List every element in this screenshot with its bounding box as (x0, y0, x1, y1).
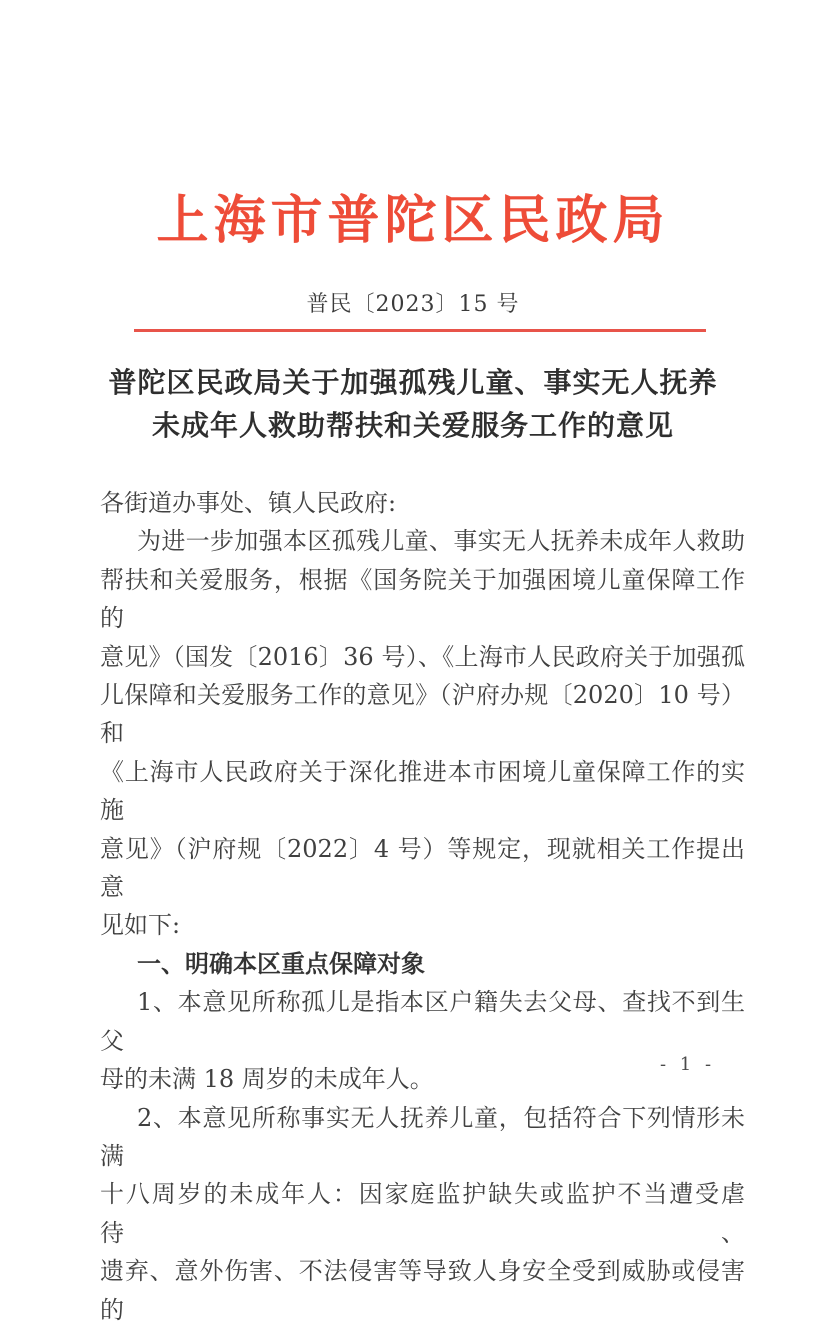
item-2-line: 2、本意见所称事实无人抚养儿童，包括符合下列情形未满 (100, 1103, 745, 1170)
paragraph-1-line: 帮扶和关爱服务，根据《国务院关于加强困境儿童保障工作的 (100, 565, 745, 633)
paragraph-1-line: 《上海市人民政府关于深化推进本市困境儿童保障工作的实施 (100, 757, 745, 825)
item-2-line: 遗弃、意外伤害、不法侵害等导致人身安全受到威胁或侵害的 (100, 1257, 745, 1324)
page-number: - 1 - (660, 1054, 716, 1075)
paragraph-1-line: 意见》（国发〔2016〕36 号）、《上海市人民政府关于加强孤 (100, 642, 745, 671)
document-title (63, 361, 763, 447)
red-divider-rule (134, 329, 706, 332)
letterhead-org-name: 上海市普陀区民政局 (156, 190, 670, 251)
section-1-heading: 一、明确本区重点保障对象 (137, 949, 425, 978)
document-title-line-2: 未成年人救助帮扶和关爱服务工作的意见 (151, 409, 674, 442)
paragraph-1-line: 意见》（沪府规〔2022〕4 号）等规定，现就相关工作提出意 (100, 834, 745, 902)
document-reference-number: 普民〔2023〕15 号 (306, 292, 520, 317)
paragraph-1-line: 见如下: (100, 911, 181, 940)
item-2-line: 十八周岁的未成年人：因家庭监护缺失或监护不当遭受虐待、 (100, 1180, 745, 1247)
document-title-line-1: 普陀区民政局关于加强孤残儿童、事实无人抚养 (108, 366, 718, 399)
document-body (100, 484, 745, 1329)
salutation: 各街道办事处、镇人民政府: (100, 489, 397, 517)
item-1-line: 1、本意见所称孤儿是指本区户籍失去父母、查找不到生父 (100, 988, 745, 1055)
item-1-line: 母的未满 18 周岁的未成年人。 (100, 1065, 434, 1094)
paragraph-1-line: 儿保障和关爱服务工作的意见》（沪府办规〔2020〕10 号）和 (100, 681, 745, 748)
paragraph-1-line: 为进一步加强本区孤残儿童、事实无人抚养未成年人救助 (137, 527, 745, 556)
